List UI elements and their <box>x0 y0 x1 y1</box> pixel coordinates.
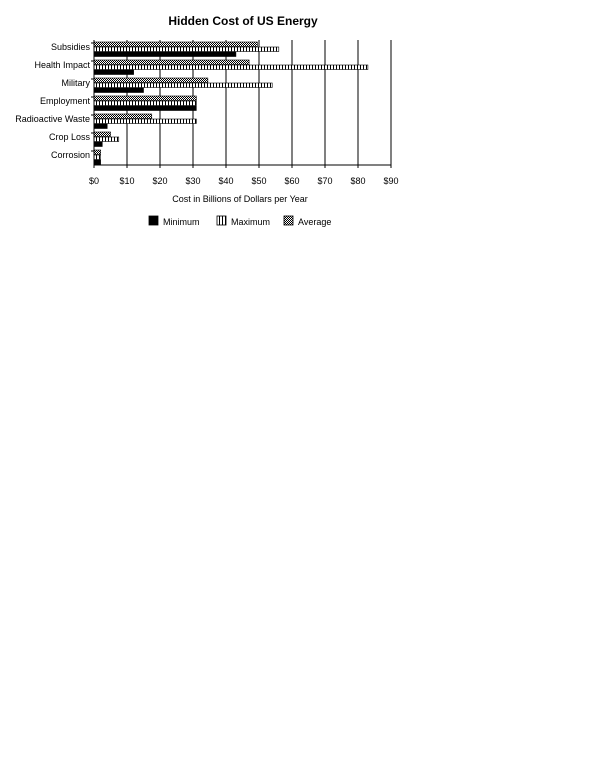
bar-average <box>94 150 101 155</box>
bar-maximum <box>94 47 279 52</box>
bar-maximum <box>94 65 368 70</box>
legend <box>149 216 331 227</box>
bar-minimum <box>94 160 101 165</box>
bar-minimum <box>94 52 236 57</box>
bar-average <box>94 60 249 65</box>
category-label: Radioactive Waste <box>15 114 90 124</box>
x-tick-label: $20 <box>152 176 168 186</box>
x-tick-label: $50 <box>251 176 267 186</box>
bar-minimum <box>94 106 196 111</box>
bar-maximum <box>94 119 196 124</box>
x-tick-label: $10 <box>119 176 135 186</box>
bar-average <box>94 42 257 47</box>
legend-swatch-minimum <box>149 216 158 225</box>
legend-swatch-maximum <box>217 216 226 225</box>
bar-average <box>94 114 152 119</box>
category-label: Health Impact <box>34 60 90 70</box>
bar-average <box>94 132 111 137</box>
category-label: Employment <box>39 96 90 106</box>
bar-minimum <box>94 70 134 75</box>
category-label: Crop Loss <box>48 132 90 142</box>
category-label: Corrosion <box>50 150 90 160</box>
x-axis-label: Cost in Billions of Dollars per Year <box>172 194 308 204</box>
bar-maximum <box>94 137 119 142</box>
bar-minimum <box>94 124 107 129</box>
bar-maximum <box>94 83 272 88</box>
legend-label-maximum: Maximum <box>231 217 271 227</box>
x-tick-label: $80 <box>350 176 366 186</box>
legend-label-average: Average <box>298 217 332 227</box>
x-tick-label: $60 <box>284 176 300 186</box>
x-tick-label: $40 <box>218 176 234 186</box>
legend-label-minimum: Minimum <box>163 217 200 227</box>
x-tick-label: $0 <box>88 176 100 186</box>
category-label: Subsidies <box>50 42 90 52</box>
bar-minimum <box>94 88 144 93</box>
bar-average <box>94 96 196 101</box>
bar-minimum <box>94 142 102 147</box>
bar-maximum <box>94 155 101 160</box>
x-tick-label: $70 <box>317 176 333 186</box>
x-tick-labels <box>89 165 399 186</box>
x-tick-label: $30 <box>185 176 201 186</box>
chart-title: Hidden Cost of US Energy <box>168 14 318 28</box>
category-labels <box>15 42 94 160</box>
bars <box>94 42 368 165</box>
bar-maximum <box>94 101 196 106</box>
bar-average <box>94 78 208 83</box>
category-label: Military <box>61 78 90 88</box>
x-tick-label: $90 <box>383 176 399 186</box>
legend-swatch-average <box>284 216 293 225</box>
